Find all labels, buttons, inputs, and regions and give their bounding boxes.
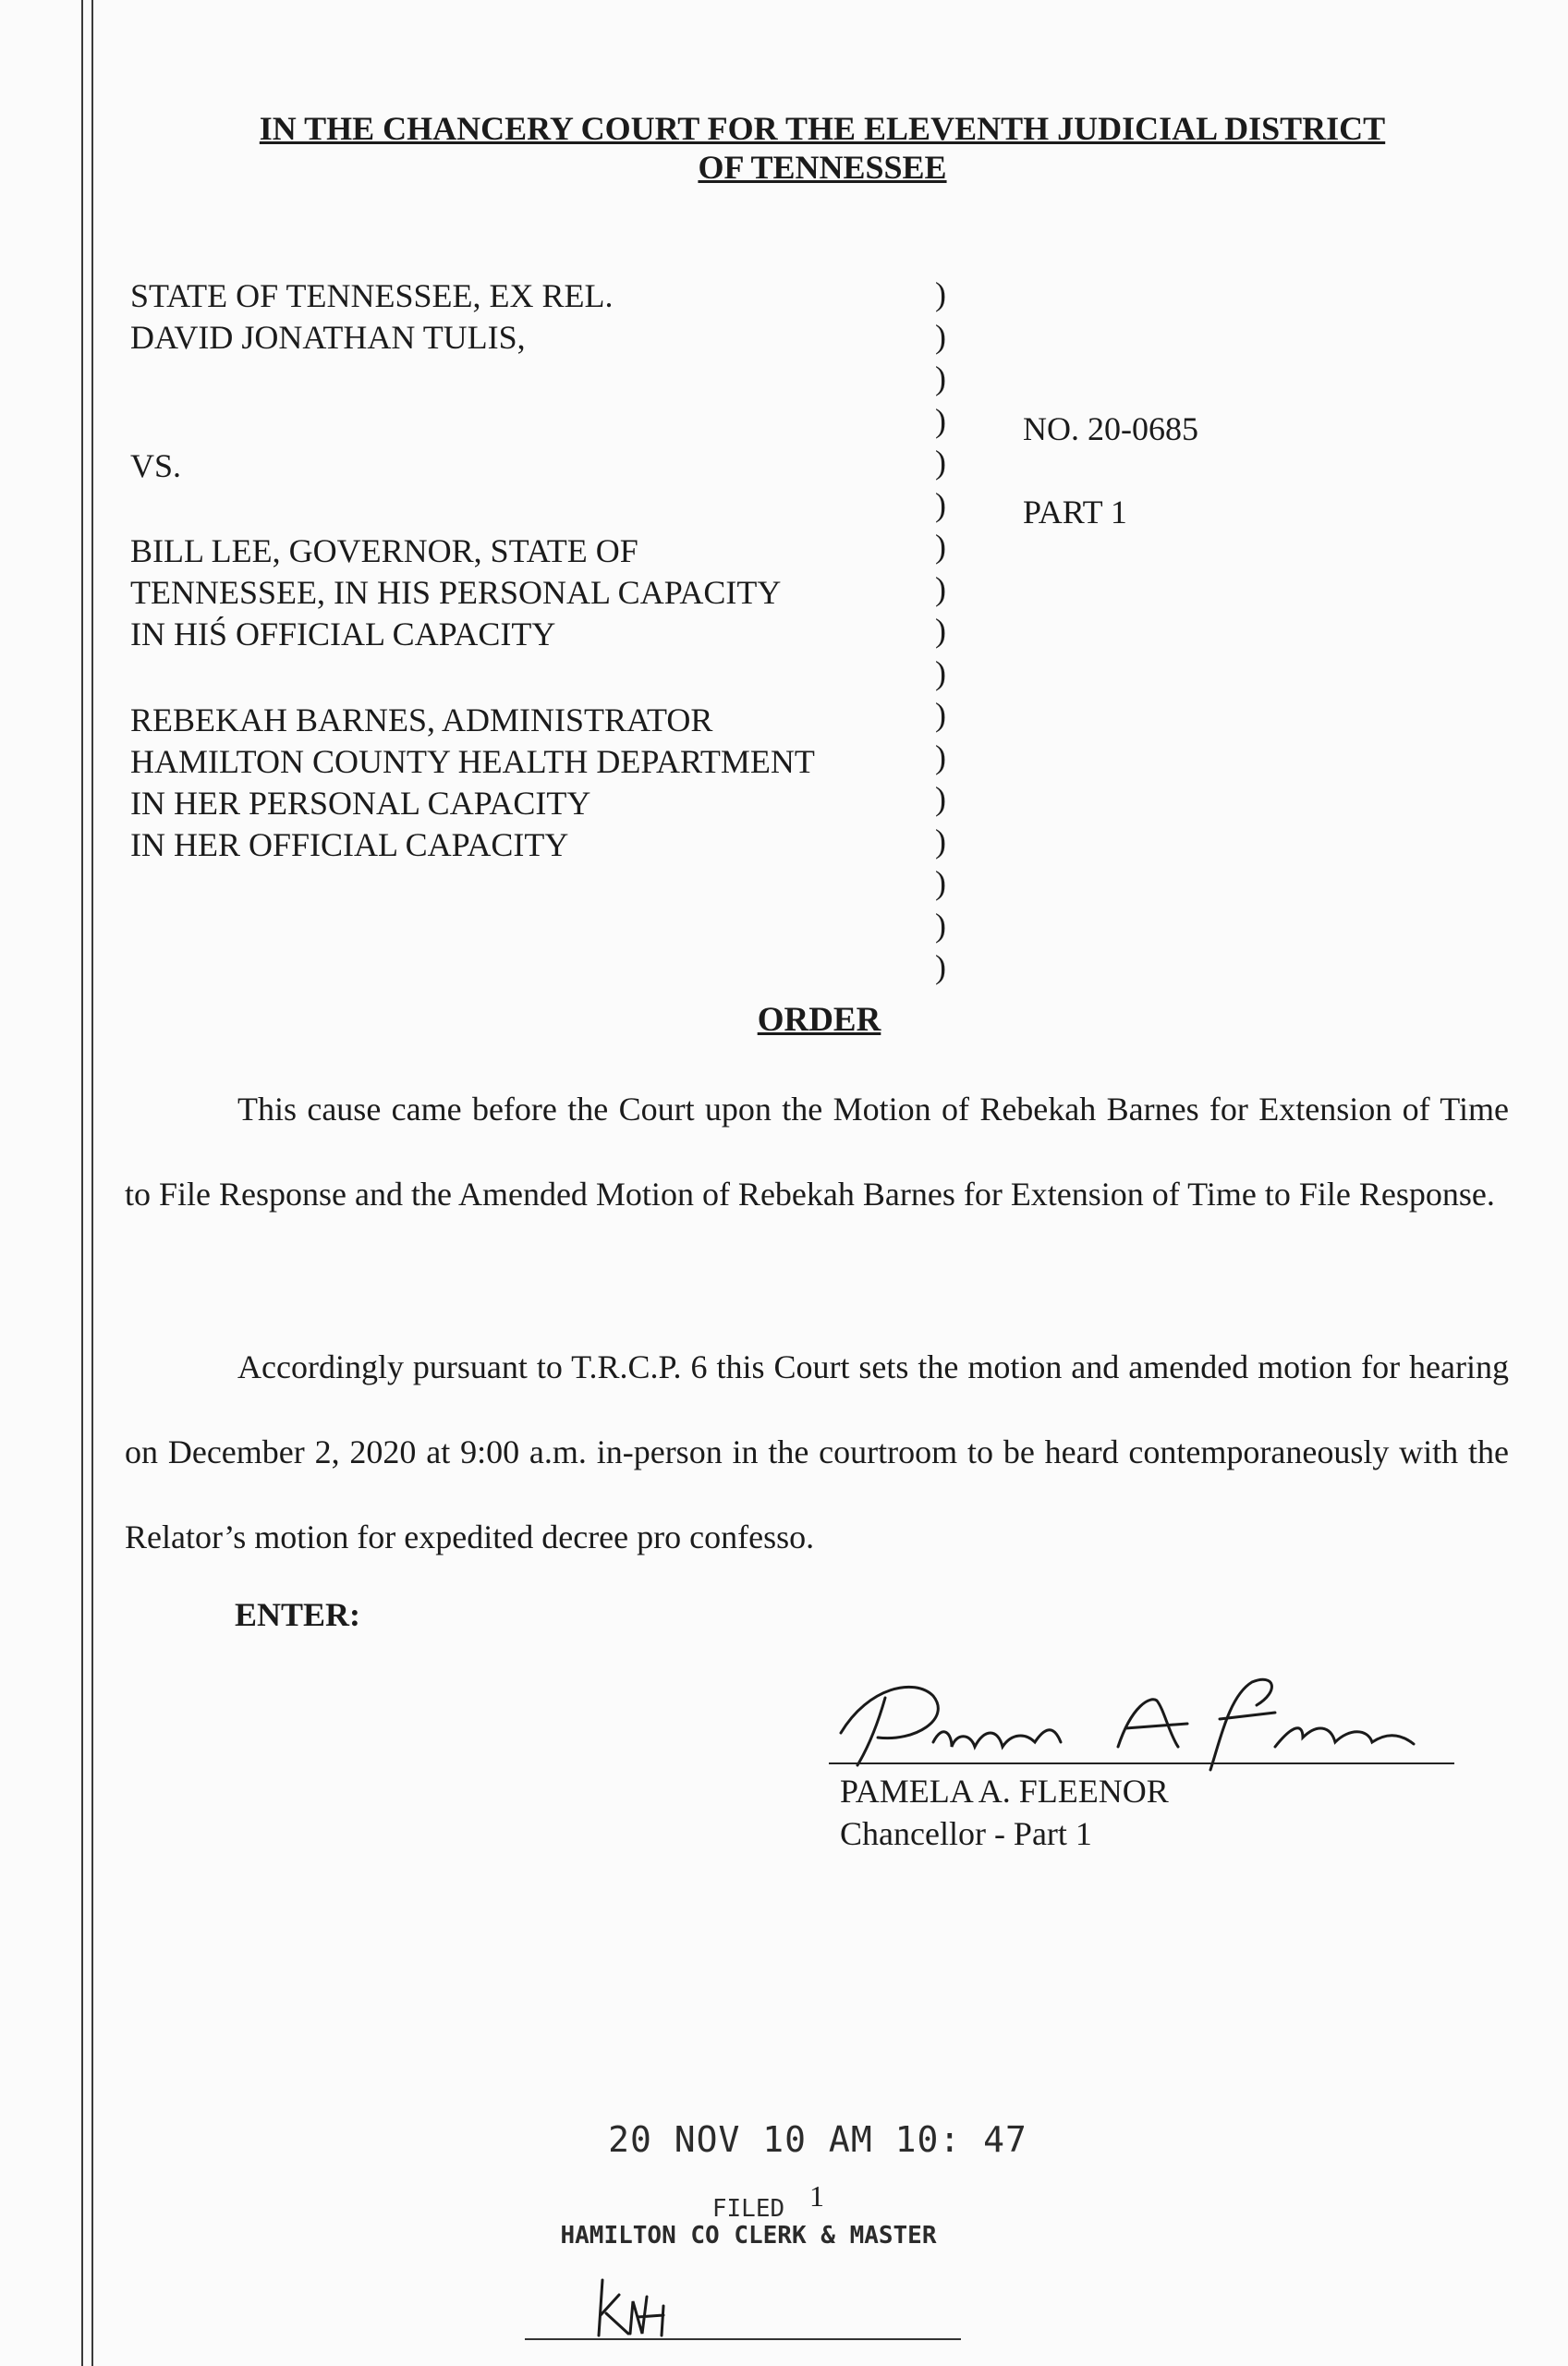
defendant-block bbox=[130, 700, 815, 866]
caption-parenthesis: ) bbox=[935, 444, 946, 481]
court-title bbox=[0, 109, 1568, 187]
filing-stamp-datetime: 20 NOV 10 AM 10: 47 bbox=[608, 2119, 1027, 2160]
enter-label: ENTER: bbox=[235, 1596, 361, 1633]
clerk-signature-line bbox=[525, 2338, 961, 2340]
defendant-line: IN HIŚ OFFICIAL CAPACITY bbox=[130, 616, 556, 652]
caption-parenthesis: ) bbox=[935, 275, 946, 312]
caption-parenthesis: ) bbox=[935, 864, 946, 901]
caption-parenthesis: ) bbox=[935, 612, 946, 649]
caption-parenthesis: ) bbox=[935, 360, 946, 396]
caption-parenthesis: ) bbox=[935, 948, 946, 985]
defendant-line: BILL LEE, GOVERNOR, STATE OF bbox=[130, 532, 638, 569]
order-paragraph-2: Accordingly pursuant to T.R.C.P. 6 this Court sets the motion and amended motion for hearing on December 2, 2020 at 9:00 a.m. in-person in the courtroom to be heard contemporaneously with the Relator’s motion for expedited decree pro confesso. bbox=[125, 1348, 1509, 1555]
defendant-line: REBEKAH BARNES, ADMINISTRATOR bbox=[130, 701, 713, 738]
signature-line bbox=[829, 1762, 1454, 1764]
caption-parenthesis: ) bbox=[935, 485, 946, 523]
caption-parenthesis: ) bbox=[935, 528, 946, 565]
caption-parenthesis: ) bbox=[935, 780, 946, 817]
order-paragraph-1: This cause came before the Court upon the Motion of Rebekah Barnes for Extension of Time to File Response and the Amended Motion of Rebekah Barnes for Extension of Time to File Response. bbox=[125, 1091, 1509, 1213]
case-number: NO. 20-0685 bbox=[1023, 410, 1198, 447]
caption-parenthesis: ) bbox=[935, 696, 946, 733]
defendant-line: HAMILTON COUNTY HEALTH DEPARTMENT bbox=[130, 743, 815, 780]
court-title-line-1: IN THE CHANCERY COURT FOR THE ELEVENTH JUDICIAL DISTRICT bbox=[259, 110, 1386, 147]
plaintiff-line: STATE OF TENNESSEE, EX REL. bbox=[130, 277, 614, 314]
page-number: 1 bbox=[809, 2179, 824, 2213]
caption-parenthesis: ) bbox=[935, 569, 946, 607]
defendant-block bbox=[130, 531, 781, 655]
plaintiff-block bbox=[130, 275, 613, 359]
signer-block bbox=[840, 1770, 1169, 1855]
caption-parenthesis: ) bbox=[935, 317, 946, 355]
plaintiff-line: DAVID JONATHAN TULIS, bbox=[130, 319, 526, 356]
left-margin-rule bbox=[81, 0, 83, 2366]
order-heading: ORDER bbox=[757, 1001, 881, 1039]
caption-parenthesis-column bbox=[935, 274, 946, 989]
left-margin-rule bbox=[91, 0, 93, 2366]
defendant-line: TENNESSEE, IN HIS PERSONAL CAPACITY bbox=[130, 574, 782, 611]
case-part: PART 1 bbox=[1023, 494, 1127, 531]
clerk-initials-signature bbox=[591, 2269, 702, 2343]
filing-stamp-filed: FILED bbox=[711, 2195, 785, 2223]
versus-label: VS. bbox=[130, 447, 182, 484]
signer-name: PAMELA A. FLEENOR bbox=[840, 1773, 1169, 1810]
filing-stamp-clerk: HAMILTON CO CLERK & MASTER bbox=[560, 2222, 937, 2250]
defendant-line: IN HER OFFICIAL CAPACITY bbox=[130, 826, 569, 863]
caption-parenthesis: ) bbox=[935, 653, 946, 691]
signer-title: Chancellor - Part 1 bbox=[840, 1815, 1092, 1852]
caption-parenthesis: ) bbox=[935, 401, 946, 439]
caption-parenthesis: ) bbox=[935, 906, 946, 944]
court-title-line-2: OF TENNESSEE bbox=[698, 149, 947, 186]
caption-parenthesis: ) bbox=[935, 738, 946, 775]
defendant-line: IN HER PERSONAL CAPACITY bbox=[130, 785, 591, 822]
caption-parenthesis: ) bbox=[935, 822, 946, 860]
